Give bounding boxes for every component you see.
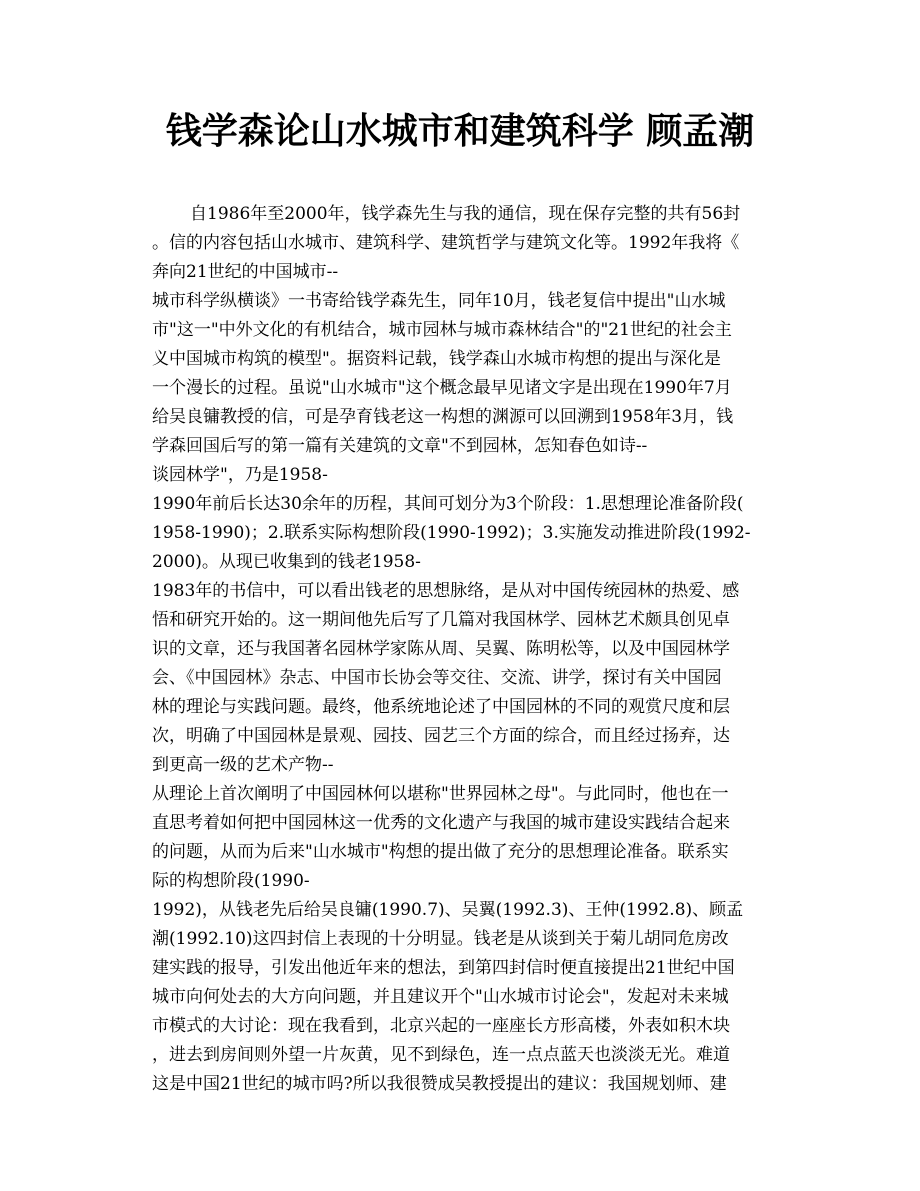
- paragraph-line: 一个漫长的过程。虽说"山水城市"这个概念最早见诸文字是出现在1990年7月: [152, 378, 732, 398]
- paragraph-line: 悟和研究开始的。这一期间他先后写了几篇对我国林学、园林艺术颇具创见卓: [152, 610, 730, 630]
- paragraph-line: 建实践的报导，引发出他近年来的想法，到第四封信时便直接提出21世纪中国: [152, 958, 735, 978]
- paragraph-line: 从理论上首次阐明了中国园林何以堪称"世界园林之母"。与此同时，他也在一: [152, 784, 729, 804]
- paragraph-line: 市模式的大讨论：现在我看到，北京兴起的一座座长方形高楼，外表如积木块: [152, 1016, 730, 1036]
- paragraph-line: 学森回国后写的第一篇有关建筑的文章"不到园林，怎知春色如诗--: [152, 436, 648, 456]
- paragraph-line: 市"这一"中外文化的有机结合，城市园林与城市森林结合"的"21世纪的社会主: [152, 320, 732, 340]
- paragraph-line: ，进去到房间则外望一片灰黄，见不到绿色，连一点点蓝天也淡淡无光。难道: [152, 1045, 730, 1065]
- paragraph-line: 林的理论与实践问题。最终，他系统地论述了中国园林的不同的观赏尺度和层: [152, 697, 730, 717]
- paragraph-line: 自1986年至2000年，钱学森先生与我的通信，现在保存完整的共有56封: [190, 204, 741, 224]
- paragraph-line: 到更高一级的艺术产物--: [152, 755, 334, 775]
- paragraph-line: 1958-1990)；2.联系实际构想阶段(1990-1992)；3.实施发动推进阶段(1992-: [152, 523, 751, 543]
- article-body: [152, 200, 772, 1099]
- paragraph-line: 潮(1992.10)这四封信上表现的十分明显。钱老是从谈到关于菊儿胡同危房改: [152, 929, 729, 949]
- paragraph-line: 1992)，从钱老先后给吴良镛(1990.7)、吴翼(1992.3)、王仲(1992.8)、顾孟: [152, 900, 744, 920]
- document-title: 钱学森论山水城市和建筑科学 顾孟潮: [165, 111, 755, 152]
- paragraph-line: 谈园林学"，乃是1958-: [152, 465, 328, 485]
- paragraph-line: 的问题，从而为后来"山水城市"构想的提出做了充分的思想理论准备。联系实: [152, 842, 729, 862]
- paragraph-line: 。信的内容包括山水城市、建筑科学、建筑哲学与建筑文化等。1992年我将《: [152, 233, 740, 253]
- paragraph-line: 际的构想阶段(1990-: [152, 871, 310, 891]
- paragraph-line: 城市科学纵横谈》一书寄给钱学森先生，同年10月，钱老复信中提出"山水城: [152, 291, 726, 311]
- paragraph-line: 1990年前后长达30余年的历程，其间可划分为3个阶段：1.思想理论准备阶段(: [152, 494, 744, 514]
- paragraph-line: 奔向21世纪的中国城市--: [152, 262, 339, 282]
- paragraph-line: 次，明确了中国园林是景观、园技、园艺三个方面的综合，而且经过扬弃，达: [152, 726, 730, 746]
- paragraph-line: 义中国城市构筑的模型"。据资料记载，钱学森山水城市构想的提出与深化是: [152, 349, 721, 369]
- paragraph-line: 城市向何处去的大方向问题，并且建议开个"山水城市讨论会"，发起对未来城: [152, 987, 729, 1007]
- paragraph-line: 1983年的书信中，可以看出钱老的思想脉络，是从对中国传统园林的热爱、感: [152, 581, 740, 601]
- paragraph-line: 2000)。从现已收集到的钱老1958-: [152, 552, 421, 572]
- paragraph-line: 给吴良镛教授的信，可是孕育钱老这一构想的渊源可以回溯到1958年3月，钱: [152, 407, 734, 427]
- paragraph-line: 直思考着如何把中国园林这一优秀的文化遗产与我国的城市建设实践结合起来: [152, 813, 730, 833]
- paragraph-line: 识的文章，还与我国著名园林学家陈从周、吴翼、陈明松等，以及中国园林学: [152, 639, 730, 659]
- paragraph-line: 这是中国21世纪的城市吗?所以我很赞成吴教授提出的建议：我国规划师、建: [152, 1074, 727, 1094]
- paragraph-line: 会、《中国园林》杂志、中国市长协会等交往、交流、讲学，探讨有关中国园: [152, 668, 722, 688]
